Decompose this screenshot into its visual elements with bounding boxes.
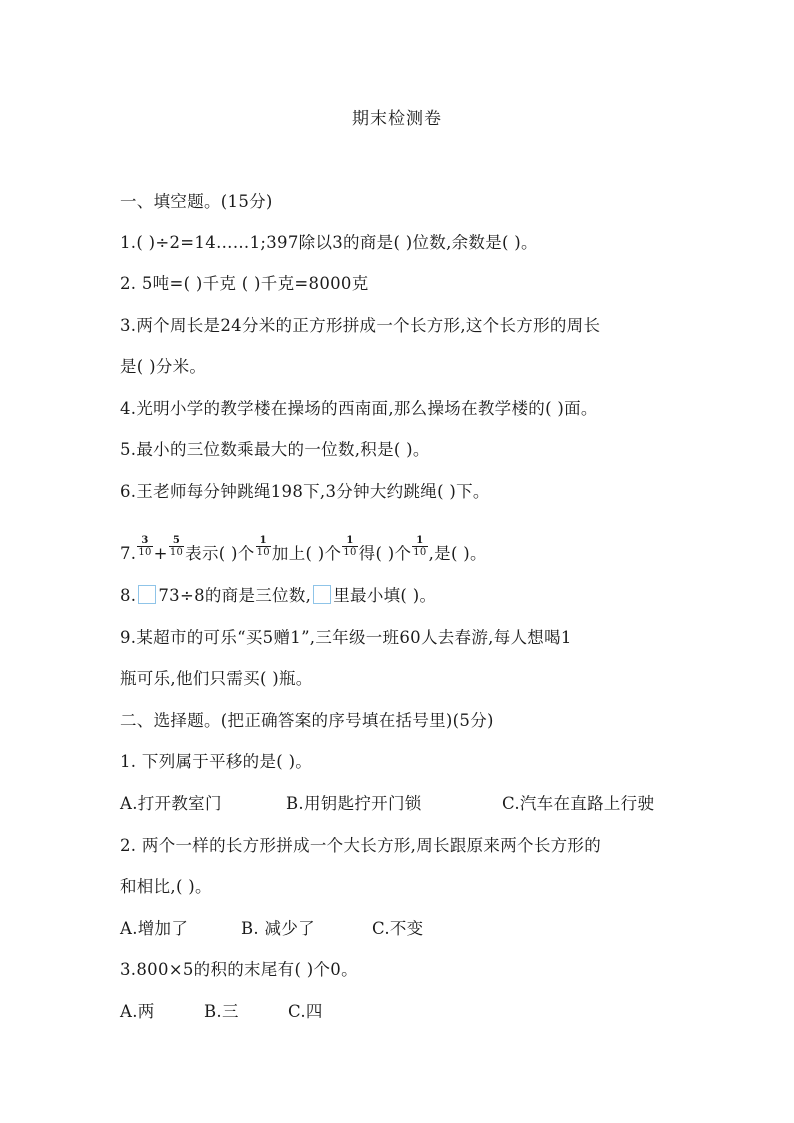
option-a: A.打开教室门 bbox=[120, 794, 222, 813]
question-1-3-line2: 是( )分米。 bbox=[120, 357, 207, 376]
fraction-numerator: 1 bbox=[412, 535, 427, 547]
q7-text-4: ,是( )。 bbox=[428, 544, 487, 563]
fraction-denominator: 10 bbox=[413, 547, 427, 558]
question-1-9-line2: 瓶可乐,他们只需买( )瓶。 bbox=[120, 669, 313, 688]
question-1-6: 6.王老师每分钟跳绳198下,3分钟大约跳绳( )下。 bbox=[120, 482, 490, 501]
question-1-7 bbox=[120, 535, 700, 566]
q7-text-3: 得( )个 bbox=[358, 544, 412, 563]
fraction-1-10 bbox=[256, 535, 271, 558]
question-2-3: 3.800×5的积的末尾有( )个0。 bbox=[120, 960, 358, 979]
q7-text-2: 加上( )个 bbox=[271, 544, 342, 563]
fraction-denominator: 10 bbox=[138, 547, 152, 558]
option-c: C.汽车在直路上行驶 bbox=[502, 794, 655, 813]
q8-prefix: 8. bbox=[120, 586, 137, 605]
option-b: B.用钥匙拧开门锁 bbox=[286, 794, 422, 813]
option-c: C.四 bbox=[288, 1002, 323, 1021]
q8-text-2: 里最小填( )。 bbox=[333, 586, 437, 605]
fraction-1-10 bbox=[342, 535, 357, 558]
q8-text-1: 73÷8的商是三位数, bbox=[158, 586, 312, 605]
plus-sign: + bbox=[153, 544, 168, 563]
fraction-3-10 bbox=[137, 535, 152, 558]
question-1-4: 4.光明小学的教学楼在操场的西南面,那么操场在教学楼的( )面。 bbox=[120, 399, 598, 418]
option-b: B. 减少了 bbox=[241, 919, 315, 938]
section1-heading: 一、填空题。(15分) bbox=[120, 192, 273, 211]
option-a: A.两 bbox=[120, 1002, 155, 1021]
option-c: C.不变 bbox=[372, 919, 424, 938]
fraction-numerator: 1 bbox=[342, 535, 357, 547]
option-b: B.三 bbox=[204, 1002, 239, 1021]
fraction-numerator: 3 bbox=[137, 535, 152, 547]
q7-prefix: 7. bbox=[120, 544, 137, 563]
fraction-5-10 bbox=[169, 535, 184, 558]
question-1-9-line1: 9.某超市的可乐“买5赠1”,三年级一班60人去春游,每人想喝1 bbox=[120, 628, 572, 647]
fraction-denominator: 10 bbox=[256, 547, 270, 558]
question-1-8 bbox=[120, 584, 700, 608]
question-1-1: 1.( )÷2=14……1;397除以3的商是( )位数,余数是( )。 bbox=[120, 233, 538, 252]
fraction-numerator: 1 bbox=[256, 535, 271, 547]
section2-heading: 二、选择题。(把正确答案的序号填在括号里)(5分) bbox=[120, 711, 494, 730]
option-a: A.增加了 bbox=[120, 919, 189, 938]
fraction-denominator: 10 bbox=[169, 547, 184, 558]
question-1-3-line1: 3.两个周长是24分米的正方形拼成一个长方形,这个长方形的周长 bbox=[120, 316, 601, 335]
page-title: 期末检测卷 bbox=[352, 109, 442, 129]
fraction-1-10 bbox=[412, 535, 427, 558]
q7-text-1: 表示( )个 bbox=[185, 544, 255, 563]
question-2-2-line2: 和相比,( )。 bbox=[120, 877, 212, 896]
blank-box[interactable] bbox=[313, 585, 331, 604]
fraction-numerator: 5 bbox=[169, 535, 184, 547]
question-1-2: 2. 5吨=( )千克 ( )千克=8000克 bbox=[120, 274, 369, 293]
blank-box[interactable] bbox=[138, 585, 156, 604]
question-2-1: 1. 下列属于平移的是( )。 bbox=[120, 752, 313, 771]
fraction-denominator: 10 bbox=[343, 547, 357, 558]
question-1-5: 5.最小的三位数乘最大的一位数,积是( )。 bbox=[120, 440, 430, 459]
question-2-2-line1: 2. 两个一样的长方形拼成一个大长方形,周长跟原来两个长方形的 bbox=[120, 836, 602, 855]
